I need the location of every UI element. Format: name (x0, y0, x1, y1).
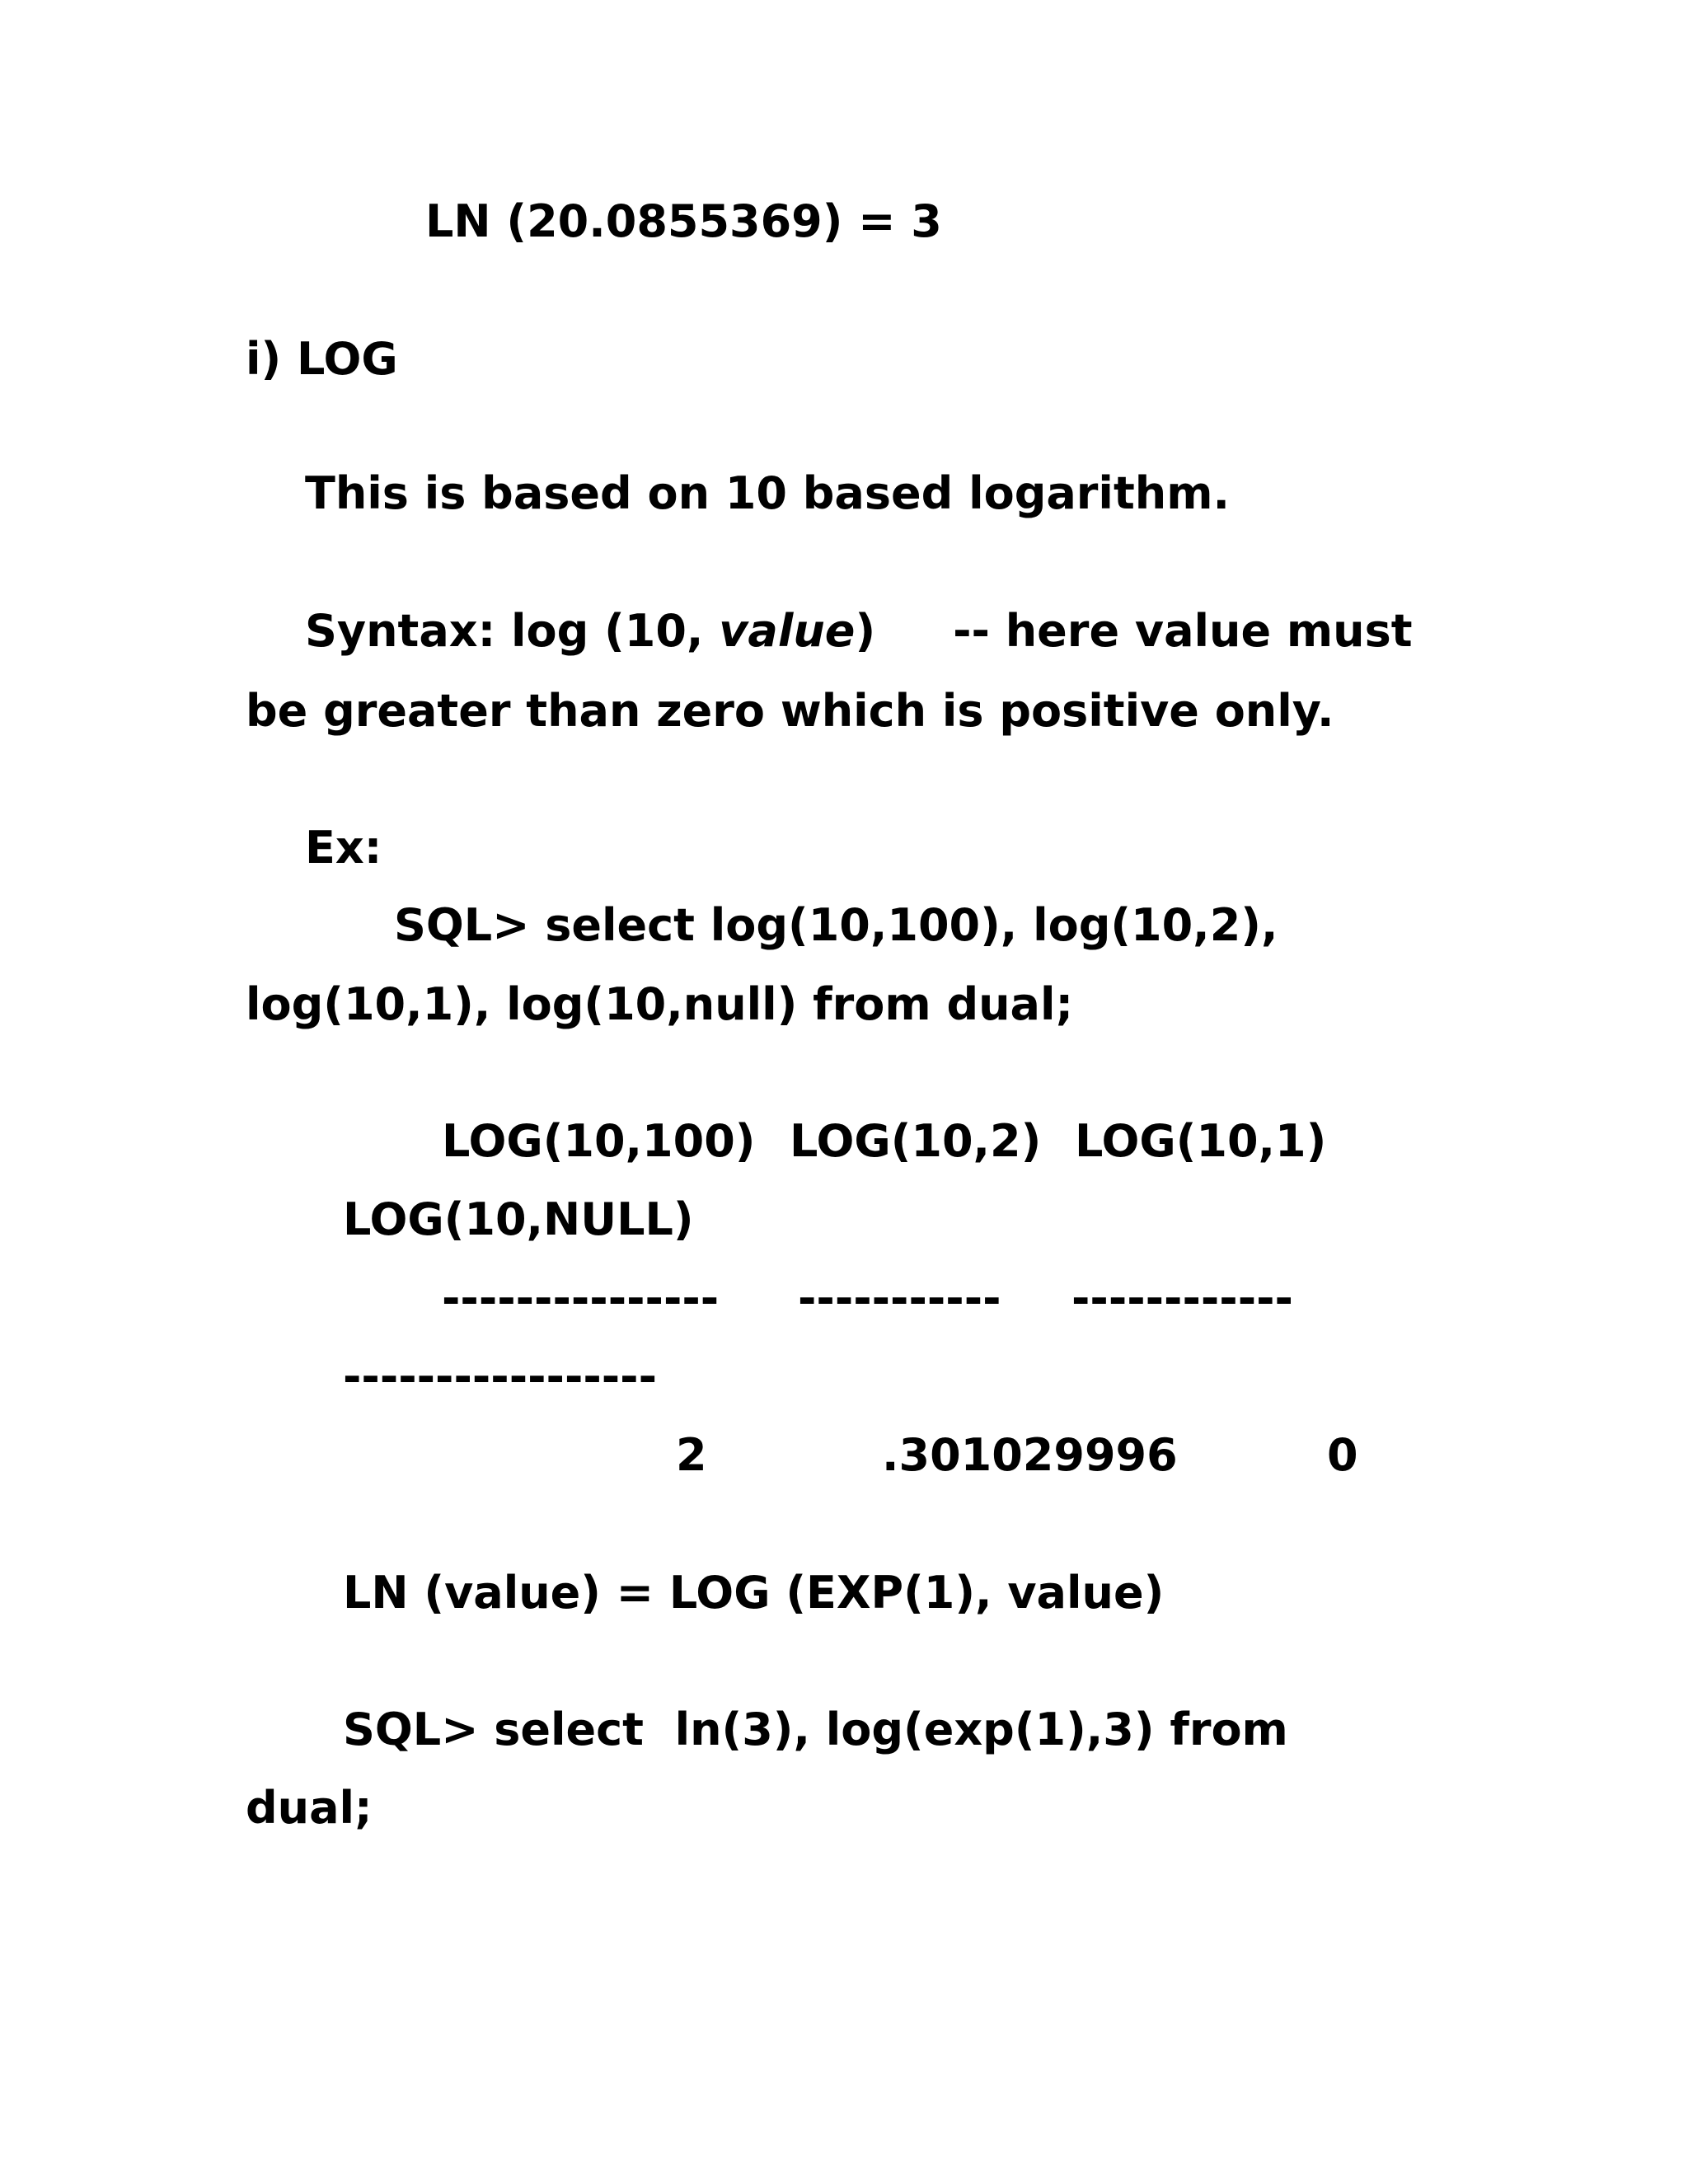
result-separator: --------------- (442, 1272, 720, 1324)
syntax-continuation: be greater than zero which is positive only. (246, 685, 1334, 737)
result-header: LOG(10,100) (442, 1115, 756, 1167)
syntax-param: value (719, 605, 856, 657)
description-text: This is based on 10 based logarithm. (305, 467, 1230, 519)
query2-line2: dual; (246, 1782, 373, 1834)
result-value: 0 (1327, 1429, 1358, 1481)
query1-line1: SQL> select log(10,100), log(10,2), (394, 899, 1278, 951)
syntax-prefix: Syntax: log (10, (305, 605, 720, 657)
query2-line1: SQL> select ln(3), log(exp(1),3) from (343, 1704, 1288, 1755)
result-separator: ------------ (1071, 1272, 1293, 1324)
result-separator: ----------------- (343, 1351, 658, 1403)
result-value: .301029996 (882, 1429, 1178, 1481)
result-separator: ----------- (798, 1272, 1001, 1324)
syntax-suffix: ) -- here value must (855, 605, 1413, 657)
ln-example-line: LN (20.0855369) = 3 (425, 195, 942, 247)
result-header: LOG(10,NULL) (343, 1193, 694, 1245)
syntax-line (305, 604, 1413, 658)
query1-line2: log(10,1), log(10,null) from dual; (246, 978, 1074, 1030)
result-header: LOG(10,2) (790, 1115, 1042, 1167)
section-heading: i) LOG (246, 333, 398, 385)
identity-line: LN (value) = LOG (EXP(1), value) (343, 1567, 1165, 1619)
result-header: LOG(10,1) (1075, 1115, 1327, 1167)
example-label: Ex: (305, 822, 382, 874)
result-value: 2 (676, 1429, 707, 1481)
